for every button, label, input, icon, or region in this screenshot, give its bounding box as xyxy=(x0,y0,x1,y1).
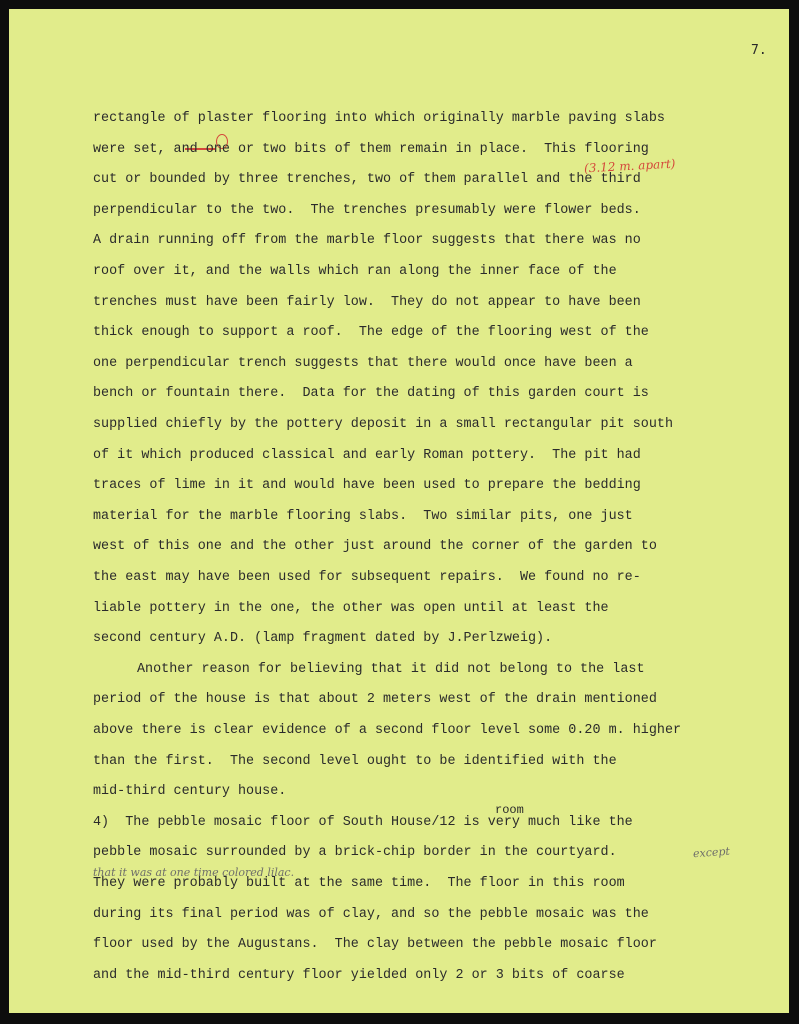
text-line: period of the house is that about 2 meters west of the drain mentioned xyxy=(93,692,657,708)
text-line: roof over it, and the walls which ran along the inner face of the xyxy=(93,264,617,279)
text-line: second century A.D. (lamp fragment dated by J.Perlzweig). xyxy=(93,631,553,647)
text-line: the east may have been used for subsequent repairs. We found no re- xyxy=(93,570,641,585)
text-line: supplied chiefly by the pottery deposit in a small rectangular pit south xyxy=(93,417,674,432)
text-line: one perpendicular trench suggests that there would once have been a xyxy=(93,355,633,371)
page-number: 7. xyxy=(751,43,767,58)
text-line: and the mid-third century floor yielded only 2 or 3 bits of coarse xyxy=(93,967,625,983)
text-line: liable pottery in the one, the other was open until at least the xyxy=(93,600,609,616)
text-line: traces of lime in it and would have been used to prepare the bedding xyxy=(93,478,641,494)
text-line: A drain running off from the marble floor suggests that there was no xyxy=(93,233,641,249)
text-line: 4) The pebble mosaic floor of South House/12 is very much like the xyxy=(93,814,633,830)
handwritten-red-annotation: (3.12 m. apart) xyxy=(583,156,676,176)
text-line: thick enough to support a roof. The edge of the flooring west of the xyxy=(93,325,649,341)
text-line: cut or bounded by three trenches, two of them parallel and the third xyxy=(93,172,641,188)
text-line: during its final period was of clay, and so the pebble mosaic was the xyxy=(93,906,649,922)
text-line: were set, and one or two bits of them remain in place. This flooring xyxy=(93,141,649,157)
text-line: material for the marble flooring slabs. Two similar pits, one just xyxy=(93,508,633,524)
text-line: of it which produced classical and early Roman pottery. The pit had xyxy=(93,447,641,463)
text-line: west of this one and the other just around the corner of the garden to xyxy=(93,539,657,555)
text-line: Another reason for believing that it did not belong to the last xyxy=(137,661,645,677)
typed-interlinear-insert: room xyxy=(495,803,524,817)
text-line: mid-third century house. xyxy=(93,784,287,800)
text-line: above there is clear evidence of a second floor level some 0.20 m. higher xyxy=(93,723,682,738)
pencil-annotation-interlinear: that it was at one time colored lilac. xyxy=(93,866,295,879)
text-line: rectangle of plaster flooring into which originally marble paving slabs xyxy=(93,111,665,126)
text-line: floor used by the Augustans. The clay between the pebble mosaic floor xyxy=(93,937,657,953)
pencil-annotation-margin: except xyxy=(692,844,731,861)
text-line: They were probably built at the same time. The floor in this room xyxy=(93,876,625,891)
text-line: trenches must have been fairly low. They do not appear to have been xyxy=(93,294,641,310)
document-page xyxy=(9,9,789,1013)
text-line: than the first. The second level ought to be identified with the xyxy=(93,753,617,769)
text-line: bench or fountain there. Data for the dating of this garden court is xyxy=(93,386,649,402)
text-line: pebble mosaic surrounded by a brick-chip border in the courtyard. xyxy=(93,845,617,861)
text-line: perpendicular to the two. The trenches presumably were flower beds. xyxy=(93,202,641,218)
